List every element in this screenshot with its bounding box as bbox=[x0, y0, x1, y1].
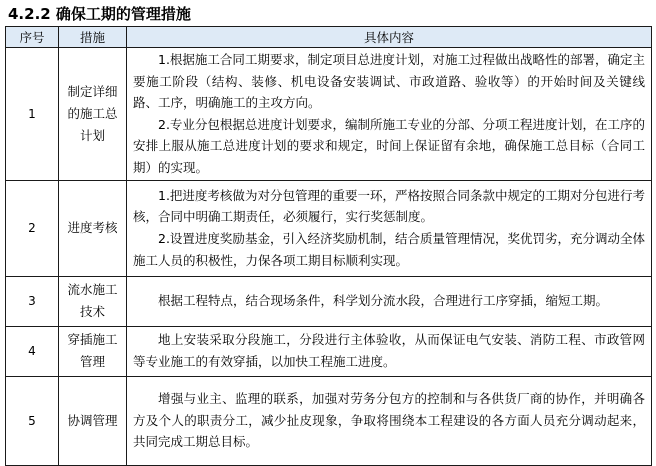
header-measure: 措施 bbox=[59, 27, 127, 48]
measures-table bbox=[5, 26, 652, 466]
row-content bbox=[127, 376, 652, 465]
row-number: 1 bbox=[6, 48, 59, 181]
table-row bbox=[6, 326, 652, 376]
header-content: 具体内容 bbox=[127, 27, 652, 48]
table-row bbox=[6, 376, 652, 465]
row-number: 2 bbox=[6, 180, 59, 276]
content-paragraph: 增强与业主、监理的联系，加强对劳务分包方的控制和与各供货厂商的协作，并明确各方及个人的职责分工，减少扯皮现象，争取将围绕本工程建设的各方面人员充分调动起来，共同完成工期总目标。 bbox=[133, 391, 645, 450]
row-content bbox=[127, 48, 652, 181]
content-paragraph: 1.把进度考核做为对分包管理的重要一环，严格按照合同条款中规定的工期对分包进行考核，合同中明确工期责任，必须履行，实行奖惩制度。 bbox=[133, 187, 645, 225]
row-measure: 协调管理 bbox=[59, 376, 127, 465]
header-number: 序号 bbox=[6, 27, 59, 48]
row-measure: 流水施工技术 bbox=[59, 276, 127, 326]
row-number: 5 bbox=[6, 376, 59, 465]
row-content bbox=[127, 276, 652, 326]
content-paragraph: 1.根据施工合同工期要求，制定项目总进度计划，对施工过程做出战略性的部署，确定主要施工阶段（结构、装修、机电设备安装调试、市政道路、验收等）的开始时间及关键线路、工序，明确施工的主攻方向。 bbox=[133, 52, 645, 111]
table-row bbox=[6, 180, 652, 276]
content-paragraph: 地上安装采取分段施工，分段进行主体验收，从而保证电气安装、消防工程、市政管网等专业施工的有效穿插，以加快工程施工进度。 bbox=[133, 332, 645, 370]
row-measure: 穿插施工管理 bbox=[59, 326, 127, 376]
section-heading: 4.2.2 确保工期的管理措施 bbox=[8, 5, 191, 23]
content-paragraph: 2.专业分包根据总进度计划要求，编制所施工专业的分部、分项工程进度计划，在工序的安排上服从施工总进度计划的要求和规定，时间上保证留有余地，确保施工总目标（合同工期）的实现。 bbox=[133, 116, 645, 175]
row-measure: 制定详细的施工总计划 bbox=[59, 48, 127, 181]
row-measure: 进度考核 bbox=[59, 180, 127, 276]
content-paragraph: 根据工程特点，结合现场条件，科学划分流水段，合理进行工序穿插，缩短工期。 bbox=[158, 293, 609, 309]
content-paragraph: 2.设置进度奖励基金，引入经济奖励机制，结合质量管理情况，奖优罚劣，充分调动全体施工人员的积极性，力保各项工期目标顺利实现。 bbox=[133, 231, 645, 268]
row-number: 4 bbox=[6, 326, 59, 376]
row-content bbox=[127, 180, 652, 276]
row-number: 3 bbox=[6, 276, 59, 326]
row-content bbox=[127, 326, 652, 376]
table-row bbox=[6, 48, 652, 181]
table-row bbox=[6, 276, 652, 326]
table-header-row bbox=[6, 27, 652, 48]
